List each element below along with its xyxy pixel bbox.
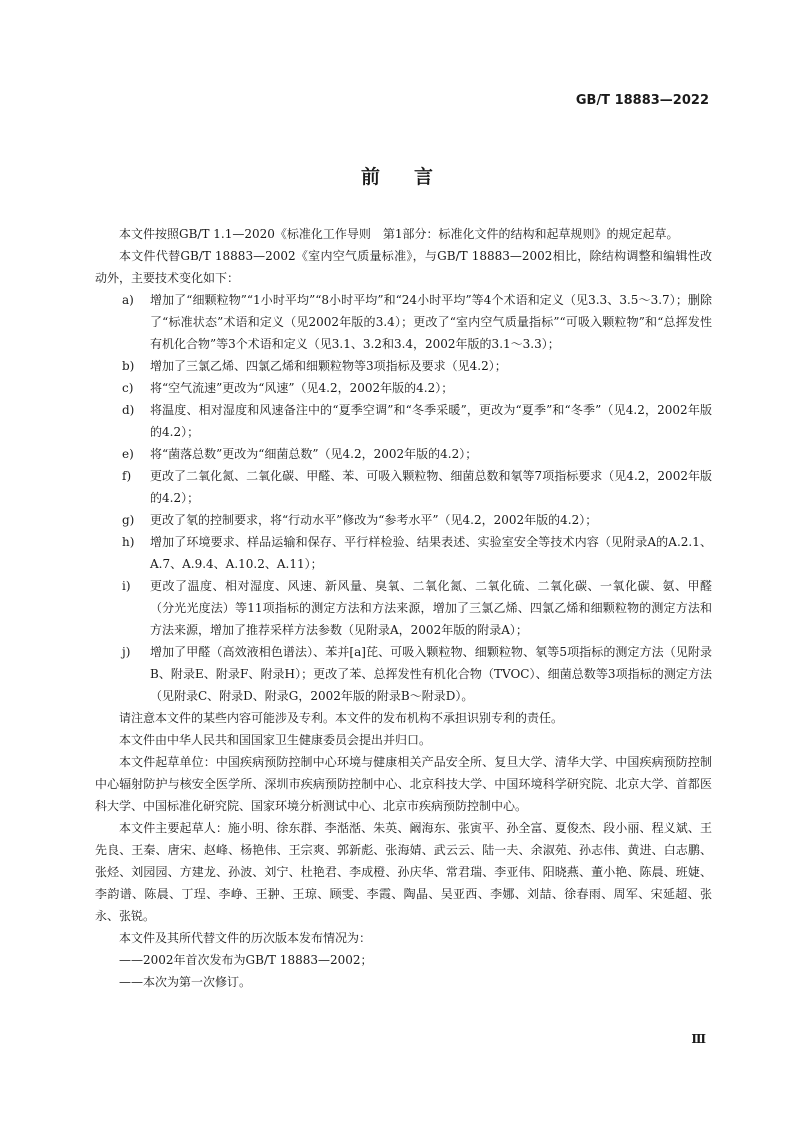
list-item-label: d): [122, 403, 135, 417]
changes-list: [95, 289, 712, 707]
paragraph-replacement: 本文件代替GB/T 18883—2002《室内空气质量标准》，与GB/T 18883—2002相比，除结构调整和编辑性改动外，主要技术变化如下：: [95, 249, 712, 285]
list-item-label: c): [122, 381, 134, 395]
paragraph-drafting-rules: 本文件按照GB/T 1.1—2020《标准化工作导则 第1部分：标准化文件的结构和起草规则》的规定起草。: [119, 227, 679, 241]
list-item-label: b): [122, 359, 135, 373]
list-item-text: 将“空气流速”更改为“风速”（见4.2，2002年版的4.2）；: [150, 381, 454, 395]
version-history-item: ——2002年首次发布为GB/T 18883—2002；: [119, 953, 373, 967]
list-item-label: f): [122, 469, 132, 483]
list-item-text: 更改了温度、相对湿度、风速、新风量、臭氧、二氧化氮、二氧化硫、二氧化碳、一氧化碳、氨、甲醛（分光光度法）等11项指标的测定方法和方法来源，增加了三氯乙烯、四氯乙烯和细颗粒物的测定方法和方法来源，增加了推荐采样方法参数（见附录A，2002年版的附录A）；: [150, 579, 712, 637]
list-item-text: 更改了氡的控制要求，将“行动水平”修改为“参考水平”（见4.2，2002年版的4.2）；: [150, 513, 598, 527]
list-item-text: 增加了甲醛（高效液相色谱法）、苯并[a]芘、可吸入颗粒物、细颗粒物、氡等5项指标的测定方法（见附录B、附录E、附录F、附录H）；更改了苯、总挥发性有机化合物（TVOC）、细菌总数等3项指标的测定方法（见附录C、附录D、附录G，2002年版的附录B～附录D）。: [150, 645, 712, 703]
list-item: [95, 377, 712, 399]
list-item: [95, 355, 712, 377]
list-item-label: h): [122, 535, 135, 549]
list-item-text: 更改了二氧化氮、二氧化碳、甲醛、苯、可吸入颗粒物、细菌总数和氡等7项指标要求（见4.2，2002年版的4.2）；: [150, 469, 712, 505]
list-item-label: e): [122, 447, 134, 461]
list-item: [95, 509, 712, 531]
paragraph-proposer: 本文件由中华人民共和国国家卫生健康委员会提出并归口。: [119, 733, 432, 747]
list-item: [95, 465, 712, 509]
page-title: 前言: [360, 166, 467, 188]
list-item: [95, 641, 712, 707]
paragraph-patent-notice: 请注意本文件的某些内容可能涉及专利。本文件的发布机构不承担识别专利的责任。: [119, 711, 564, 725]
list-item: [95, 399, 712, 443]
list-item: [95, 289, 712, 355]
list-item-label: j): [122, 645, 131, 659]
list-item-text: 将“菌落总数”更改为“细菌总数”（见4.2，2002年版的4.2）；: [150, 447, 478, 461]
paragraph-drafters: 本文件主要起草人：施小明、徐东群、李湉湉、朱英、阚海东、张寅平、孙全富、夏俊杰、段小丽、程义斌、王先良、王秦、唐宋、赵峰、杨艳伟、王宗爽、郭新彪、张海婧、武云云、陆一夫、余淑苑、孙志伟、黄进、白志鹏、张烃、刘园园、方建龙、孙波、刘宁、杜艳君、李成橙、孙庆华、常君瑞、李亚伟、阳晓燕、董小艳、陈晨、班婕、李韵谱、陈晨、丁珵、李峥、王翀、王琼、顾雯、李霞、陶晶、吴亚西、李娜、刘喆、徐春雨、周军、宋延超、张永、张锐。: [95, 821, 712, 923]
paragraph-drafting-units: 本文件起草单位：中国疾病预防控制中心环境与健康相关产品安全所、复旦大学、清华大学、中国疾病预防控制中心辐射防护与核安全医学所、深圳市疾病预防控制中心、北京科技大学、中国环境科学研究院、北京大学、首都医科大学、中国标准化研究院、国家环境分析测试中心、北京市疾病预防控制中心。: [95, 755, 712, 813]
list-item-label: g): [122, 513, 135, 527]
page-number: Ⅲ: [691, 1032, 706, 1046]
list-item-label: i): [122, 579, 131, 593]
list-item-text: 增加了三氯乙烯、四氯乙烯和细颗粒物等3项指标及要求（见4.2）；: [150, 359, 507, 373]
list-item-label: a): [122, 293, 134, 307]
list-item-text: 将温度、相对湿度和风速备注中的“夏季空调”和“冬季采暖”，更改为“夏季”和“冬季”（见4.2，2002年版的4.2）；: [150, 403, 712, 439]
list-item: [95, 531, 712, 575]
list-item-text: 增加了环境要求、样品运输和保存、平行样检验、结果表述、实验室安全等技术内容（见附录A的A.2.1、A.7、A.9.4、A.10.2、A.11）；: [150, 535, 712, 571]
foreword-body: [95, 223, 712, 993]
list-item-text: 增加了“细颗粒物”“1小时平均”“8小时平均”和“24小时平均”等4个术语和定义（见3.3、3.5～3.7）；删除了“标准状态”术语和定义（见2002年版的3.4）；更改了“室内空气质量指标”“可吸入颗粒物”和“总挥发性有机化合物”等3个术语和定义（见3.1、3.2和3.4，2002年版的3.1～3.3）；: [150, 293, 712, 351]
standard-number: GB/T 18883—2022: [575, 93, 709, 108]
version-history-item: ——本次为第一次修订。: [119, 975, 252, 989]
paragraph-version-history: 本文件及其所代替文件的历次版本发布情况为：: [119, 931, 372, 945]
list-item: [95, 575, 712, 641]
list-item: [95, 443, 712, 465]
